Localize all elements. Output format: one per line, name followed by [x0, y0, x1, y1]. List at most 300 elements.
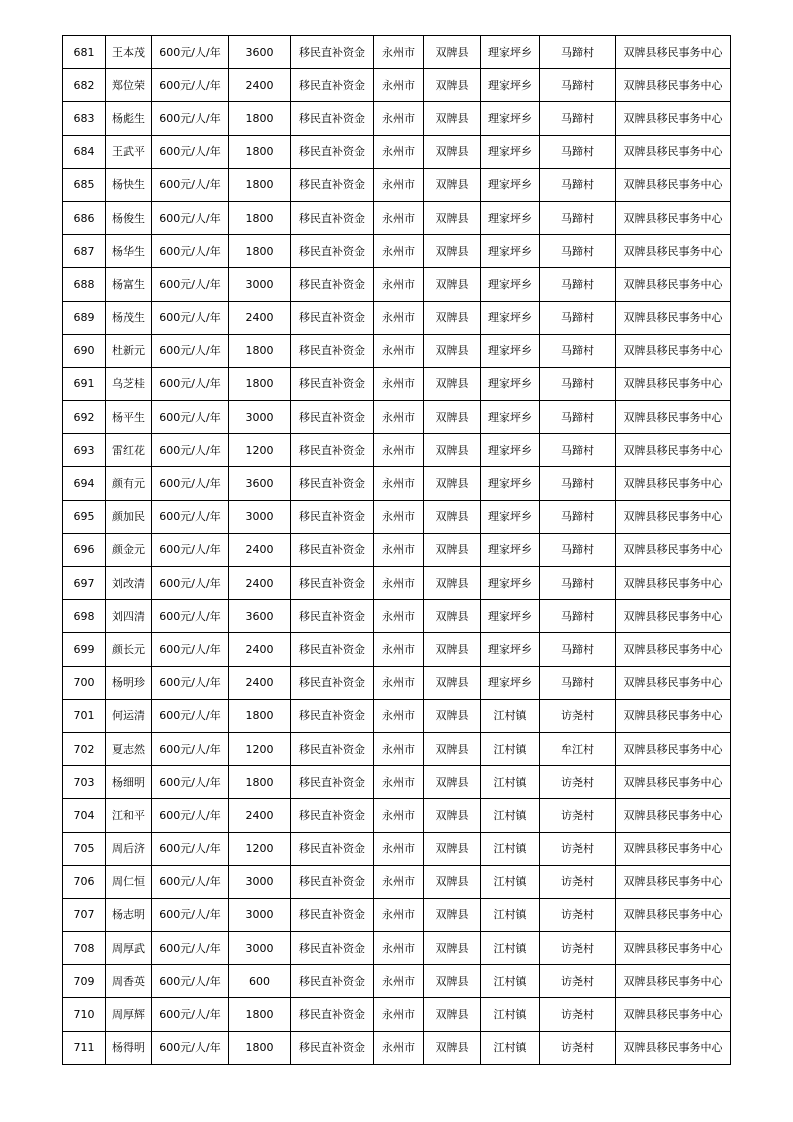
table-row [63, 201, 731, 234]
cell-township: 江村镇 [481, 1031, 540, 1064]
cell-managing-unit: 双牌县移民事务中心 [616, 533, 731, 566]
cell-amount: 2400 [229, 633, 291, 666]
cell-county: 双牌县 [424, 69, 481, 102]
cell-county: 双牌县 [424, 102, 481, 135]
cell-person-name: 杨得明 [106, 1031, 152, 1064]
cell-county: 双牌县 [424, 500, 481, 533]
table-row [63, 500, 731, 533]
cell-county: 双牌县 [424, 533, 481, 566]
cell-county: 双牌县 [424, 36, 481, 69]
table-row [63, 334, 731, 367]
cell-row-number: 693 [63, 434, 106, 467]
cell-amount: 1800 [229, 135, 291, 168]
cell-subsidy-standard: 600元/人/年 [152, 201, 229, 234]
table-row [63, 268, 731, 301]
cell-subsidy-standard: 600元/人/年 [152, 932, 229, 965]
cell-village: 马蹄村 [540, 367, 616, 400]
cell-managing-unit: 双牌县移民事务中心 [616, 699, 731, 732]
cell-subsidy-standard: 600元/人/年 [152, 699, 229, 732]
cell-amount: 1800 [229, 766, 291, 799]
table-row [63, 235, 731, 268]
cell-subsidy-standard: 600元/人/年 [152, 235, 229, 268]
cell-city: 永州市 [374, 666, 424, 699]
cell-subsidy-standard: 600元/人/年 [152, 666, 229, 699]
cell-managing-unit: 双牌县移民事务中心 [616, 201, 731, 234]
cell-row-number: 689 [63, 301, 106, 334]
cell-city: 永州市 [374, 699, 424, 732]
cell-township: 江村镇 [481, 766, 540, 799]
cell-amount: 2400 [229, 567, 291, 600]
cell-fund-type: 移民直补资金 [291, 69, 374, 102]
cell-amount: 3600 [229, 467, 291, 500]
cell-person-name: 杨富生 [106, 268, 152, 301]
cell-fund-type: 移民直补资金 [291, 567, 374, 600]
cell-fund-type: 移民直补资金 [291, 168, 374, 201]
cell-amount: 1800 [229, 168, 291, 201]
cell-row-number: 702 [63, 732, 106, 765]
table-row [63, 401, 731, 434]
table-row [63, 301, 731, 334]
cell-row-number: 707 [63, 898, 106, 931]
cell-county: 双牌县 [424, 235, 481, 268]
cell-city: 永州市 [374, 533, 424, 566]
cell-person-name: 郑位荣 [106, 69, 152, 102]
cell-subsidy-standard: 600元/人/年 [152, 799, 229, 832]
cell-fund-type: 移民直补资金 [291, 268, 374, 301]
cell-amount: 1800 [229, 367, 291, 400]
cell-row-number: 709 [63, 965, 106, 998]
cell-amount: 1800 [229, 699, 291, 732]
cell-row-number: 699 [63, 633, 106, 666]
cell-county: 双牌县 [424, 600, 481, 633]
table-body [63, 36, 731, 1065]
cell-township: 理家坪乡 [481, 135, 540, 168]
cell-subsidy-standard: 600元/人/年 [152, 832, 229, 865]
cell-county: 双牌县 [424, 168, 481, 201]
cell-township: 理家坪乡 [481, 666, 540, 699]
cell-village: 访尧村 [540, 932, 616, 965]
cell-township: 江村镇 [481, 932, 540, 965]
table-row [63, 766, 731, 799]
cell-city: 永州市 [374, 766, 424, 799]
cell-fund-type: 移民直补资金 [291, 932, 374, 965]
cell-fund-type: 移民直补资金 [291, 699, 374, 732]
cell-township: 理家坪乡 [481, 301, 540, 334]
cell-fund-type: 移民直补资金 [291, 600, 374, 633]
cell-subsidy-standard: 600元/人/年 [152, 334, 229, 367]
cell-township: 理家坪乡 [481, 533, 540, 566]
cell-person-name: 何运清 [106, 699, 152, 732]
cell-fund-type: 移民直补资金 [291, 235, 374, 268]
cell-person-name: 江和平 [106, 799, 152, 832]
cell-village: 访尧村 [540, 766, 616, 799]
cell-village: 马蹄村 [540, 168, 616, 201]
cell-person-name: 杨俊生 [106, 201, 152, 234]
cell-subsidy-standard: 600元/人/年 [152, 1031, 229, 1064]
cell-row-number: 710 [63, 998, 106, 1031]
cell-township: 理家坪乡 [481, 235, 540, 268]
cell-managing-unit: 双牌县移民事务中心 [616, 69, 731, 102]
cell-village: 访尧村 [540, 865, 616, 898]
table-row [63, 135, 731, 168]
cell-city: 永州市 [374, 732, 424, 765]
cell-person-name: 颜加民 [106, 500, 152, 533]
cell-township: 理家坪乡 [481, 201, 540, 234]
cell-person-name: 刘四清 [106, 600, 152, 633]
cell-subsidy-standard: 600元/人/年 [152, 301, 229, 334]
cell-row-number: 691 [63, 367, 106, 400]
cell-managing-unit: 双牌县移民事务中心 [616, 367, 731, 400]
cell-city: 永州市 [374, 832, 424, 865]
cell-person-name: 周仁恒 [106, 865, 152, 898]
cell-person-name: 杨明珍 [106, 666, 152, 699]
table-row [63, 666, 731, 699]
cell-amount: 2400 [229, 301, 291, 334]
cell-fund-type: 移民直补资金 [291, 898, 374, 931]
cell-subsidy-standard: 600元/人/年 [152, 533, 229, 566]
cell-subsidy-standard: 600元/人/年 [152, 500, 229, 533]
cell-fund-type: 移民直补资金 [291, 533, 374, 566]
cell-subsidy-standard: 600元/人/年 [152, 36, 229, 69]
cell-person-name: 杨茂生 [106, 301, 152, 334]
cell-county: 双牌县 [424, 467, 481, 500]
cell-managing-unit: 双牌县移民事务中心 [616, 898, 731, 931]
cell-city: 永州市 [374, 334, 424, 367]
cell-city: 永州市 [374, 401, 424, 434]
cell-amount: 2400 [229, 666, 291, 699]
cell-village: 马蹄村 [540, 102, 616, 135]
cell-row-number: 708 [63, 932, 106, 965]
cell-amount: 2400 [229, 533, 291, 566]
cell-village: 马蹄村 [540, 401, 616, 434]
cell-row-number: 701 [63, 699, 106, 732]
cell-person-name: 周厚武 [106, 932, 152, 965]
cell-row-number: 687 [63, 235, 106, 268]
cell-village: 马蹄村 [540, 434, 616, 467]
table-row [63, 434, 731, 467]
cell-county: 双牌县 [424, 201, 481, 234]
cell-township: 江村镇 [481, 998, 540, 1031]
cell-village: 访尧村 [540, 965, 616, 998]
cell-township: 江村镇 [481, 799, 540, 832]
cell-row-number: 705 [63, 832, 106, 865]
cell-county: 双牌县 [424, 367, 481, 400]
cell-person-name: 杨细明 [106, 766, 152, 799]
table-row [63, 699, 731, 732]
cell-subsidy-standard: 600元/人/年 [152, 865, 229, 898]
cell-subsidy-standard: 600元/人/年 [152, 898, 229, 931]
cell-village: 马蹄村 [540, 334, 616, 367]
cell-county: 双牌县 [424, 666, 481, 699]
table-row [63, 367, 731, 400]
cell-row-number: 711 [63, 1031, 106, 1064]
cell-village: 马蹄村 [540, 301, 616, 334]
cell-amount: 3000 [229, 401, 291, 434]
cell-township: 理家坪乡 [481, 401, 540, 434]
cell-township: 理家坪乡 [481, 633, 540, 666]
cell-person-name: 周厚辉 [106, 998, 152, 1031]
cell-amount: 2400 [229, 69, 291, 102]
cell-amount: 3600 [229, 600, 291, 633]
table-row [63, 600, 731, 633]
cell-fund-type: 移民直补资金 [291, 998, 374, 1031]
cell-city: 永州市 [374, 467, 424, 500]
cell-township: 理家坪乡 [481, 434, 540, 467]
cell-fund-type: 移民直补资金 [291, 102, 374, 135]
table-row [63, 1031, 731, 1064]
cell-county: 双牌县 [424, 832, 481, 865]
cell-county: 双牌县 [424, 334, 481, 367]
cell-city: 永州市 [374, 799, 424, 832]
table-row [63, 69, 731, 102]
cell-subsidy-standard: 600元/人/年 [152, 367, 229, 400]
table-row [63, 965, 731, 998]
cell-row-number: 692 [63, 401, 106, 434]
cell-subsidy-standard: 600元/人/年 [152, 401, 229, 434]
cell-fund-type: 移民直补资金 [291, 799, 374, 832]
cell-row-number: 685 [63, 168, 106, 201]
cell-county: 双牌县 [424, 898, 481, 931]
cell-fund-type: 移民直补资金 [291, 36, 374, 69]
cell-township: 江村镇 [481, 699, 540, 732]
cell-village: 马蹄村 [540, 201, 616, 234]
cell-county: 双牌县 [424, 998, 481, 1031]
cell-person-name: 颜金元 [106, 533, 152, 566]
cell-person-name: 王武平 [106, 135, 152, 168]
cell-village: 马蹄村 [540, 268, 616, 301]
cell-person-name: 颜长元 [106, 633, 152, 666]
cell-person-name: 夏志然 [106, 732, 152, 765]
cell-subsidy-standard: 600元/人/年 [152, 102, 229, 135]
cell-township: 理家坪乡 [481, 69, 540, 102]
cell-managing-unit: 双牌县移民事务中心 [616, 36, 731, 69]
cell-county: 双牌县 [424, 699, 481, 732]
cell-village: 马蹄村 [540, 69, 616, 102]
cell-person-name: 周香英 [106, 965, 152, 998]
cell-county: 双牌县 [424, 932, 481, 965]
cell-managing-unit: 双牌县移民事务中心 [616, 766, 731, 799]
cell-township: 理家坪乡 [481, 334, 540, 367]
cell-township: 理家坪乡 [481, 36, 540, 69]
cell-city: 永州市 [374, 235, 424, 268]
cell-village: 马蹄村 [540, 666, 616, 699]
cell-city: 永州市 [374, 102, 424, 135]
table-row [63, 567, 731, 600]
cell-amount: 1800 [229, 235, 291, 268]
cell-fund-type: 移民直补资金 [291, 1031, 374, 1064]
cell-managing-unit: 双牌县移民事务中心 [616, 633, 731, 666]
cell-amount: 1800 [229, 998, 291, 1031]
cell-township: 江村镇 [481, 965, 540, 998]
cell-city: 永州市 [374, 600, 424, 633]
table-row [63, 865, 731, 898]
cell-township: 理家坪乡 [481, 268, 540, 301]
cell-county: 双牌县 [424, 633, 481, 666]
table-row [63, 633, 731, 666]
cell-managing-unit: 双牌县移民事务中心 [616, 832, 731, 865]
cell-city: 永州市 [374, 268, 424, 301]
cell-village: 访尧村 [540, 898, 616, 931]
cell-row-number: 703 [63, 766, 106, 799]
cell-subsidy-standard: 600元/人/年 [152, 69, 229, 102]
cell-city: 永州市 [374, 36, 424, 69]
cell-subsidy-standard: 600元/人/年 [152, 732, 229, 765]
cell-managing-unit: 双牌县移民事务中心 [616, 401, 731, 434]
cell-amount: 1200 [229, 832, 291, 865]
cell-village: 马蹄村 [540, 467, 616, 500]
cell-city: 永州市 [374, 1031, 424, 1064]
cell-person-name: 刘改清 [106, 567, 152, 600]
cell-township: 理家坪乡 [481, 168, 540, 201]
cell-city: 永州市 [374, 998, 424, 1031]
cell-subsidy-standard: 600元/人/年 [152, 434, 229, 467]
cell-fund-type: 移民直补资金 [291, 633, 374, 666]
cell-fund-type: 移民直补资金 [291, 732, 374, 765]
cell-fund-type: 移民直补资金 [291, 135, 374, 168]
cell-subsidy-standard: 600元/人/年 [152, 766, 229, 799]
cell-city: 永州市 [374, 965, 424, 998]
cell-county: 双牌县 [424, 732, 481, 765]
cell-city: 永州市 [374, 201, 424, 234]
cell-managing-unit: 双牌县移民事务中心 [616, 500, 731, 533]
cell-township: 江村镇 [481, 865, 540, 898]
cell-managing-unit: 双牌县移民事务中心 [616, 301, 731, 334]
cell-fund-type: 移民直补资金 [291, 965, 374, 998]
cell-amount: 3000 [229, 865, 291, 898]
cell-managing-unit: 双牌县移民事务中心 [616, 268, 731, 301]
cell-row-number: 682 [63, 69, 106, 102]
subsidy-table [62, 35, 731, 1065]
table-row [63, 467, 731, 500]
table-row [63, 102, 731, 135]
cell-village: 访尧村 [540, 832, 616, 865]
cell-city: 永州市 [374, 301, 424, 334]
cell-person-name: 杨平生 [106, 401, 152, 434]
cell-person-name: 雷红花 [106, 434, 152, 467]
cell-city: 永州市 [374, 434, 424, 467]
cell-subsidy-standard: 600元/人/年 [152, 600, 229, 633]
table-row [63, 732, 731, 765]
cell-row-number: 695 [63, 500, 106, 533]
cell-county: 双牌县 [424, 301, 481, 334]
cell-amount: 3600 [229, 36, 291, 69]
cell-village: 马蹄村 [540, 135, 616, 168]
cell-village: 马蹄村 [540, 533, 616, 566]
cell-county: 双牌县 [424, 965, 481, 998]
table-row [63, 998, 731, 1031]
cell-row-number: 688 [63, 268, 106, 301]
cell-subsidy-standard: 600元/人/年 [152, 168, 229, 201]
cell-amount: 600 [229, 965, 291, 998]
cell-subsidy-standard: 600元/人/年 [152, 467, 229, 500]
cell-township: 理家坪乡 [481, 102, 540, 135]
cell-person-name: 杨志明 [106, 898, 152, 931]
cell-county: 双牌县 [424, 268, 481, 301]
cell-managing-unit: 双牌县移民事务中心 [616, 235, 731, 268]
cell-city: 永州市 [374, 633, 424, 666]
cell-row-number: 690 [63, 334, 106, 367]
cell-person-name: 周后济 [106, 832, 152, 865]
cell-managing-unit: 双牌县移民事务中心 [616, 799, 731, 832]
cell-village: 牟江村 [540, 732, 616, 765]
table-row [63, 832, 731, 865]
cell-village: 马蹄村 [540, 567, 616, 600]
cell-managing-unit: 双牌县移民事务中心 [616, 334, 731, 367]
cell-fund-type: 移民直补资金 [291, 832, 374, 865]
table-row [63, 36, 731, 69]
cell-amount: 3000 [229, 268, 291, 301]
cell-managing-unit: 双牌县移民事务中心 [616, 932, 731, 965]
cell-city: 永州市 [374, 69, 424, 102]
cell-subsidy-standard: 600元/人/年 [152, 268, 229, 301]
cell-subsidy-standard: 600元/人/年 [152, 633, 229, 666]
cell-amount: 1800 [229, 201, 291, 234]
cell-amount: 3000 [229, 932, 291, 965]
cell-row-number: 681 [63, 36, 106, 69]
table-row [63, 898, 731, 931]
cell-city: 永州市 [374, 500, 424, 533]
cell-village: 马蹄村 [540, 633, 616, 666]
cell-county: 双牌县 [424, 434, 481, 467]
cell-person-name: 颜有元 [106, 467, 152, 500]
cell-managing-unit: 双牌县移民事务中心 [616, 135, 731, 168]
table-row [63, 533, 731, 566]
cell-row-number: 686 [63, 201, 106, 234]
cell-city: 永州市 [374, 865, 424, 898]
cell-fund-type: 移民直补资金 [291, 865, 374, 898]
cell-amount: 2400 [229, 799, 291, 832]
cell-managing-unit: 双牌县移民事务中心 [616, 168, 731, 201]
cell-managing-unit: 双牌县移民事务中心 [616, 600, 731, 633]
cell-county: 双牌县 [424, 567, 481, 600]
table-row [63, 799, 731, 832]
cell-fund-type: 移民直补资金 [291, 367, 374, 400]
cell-fund-type: 移民直补资金 [291, 301, 374, 334]
cell-county: 双牌县 [424, 1031, 481, 1064]
cell-managing-unit: 双牌县移民事务中心 [616, 666, 731, 699]
cell-managing-unit: 双牌县移民事务中心 [616, 434, 731, 467]
cell-managing-unit: 双牌县移民事务中心 [616, 567, 731, 600]
cell-amount: 1200 [229, 732, 291, 765]
cell-amount: 3000 [229, 500, 291, 533]
cell-city: 永州市 [374, 367, 424, 400]
cell-city: 永州市 [374, 168, 424, 201]
cell-township: 理家坪乡 [481, 500, 540, 533]
cell-row-number: 683 [63, 102, 106, 135]
cell-fund-type: 移民直补资金 [291, 500, 374, 533]
table-row [63, 932, 731, 965]
cell-subsidy-standard: 600元/人/年 [152, 998, 229, 1031]
cell-fund-type: 移民直补资金 [291, 401, 374, 434]
cell-fund-type: 移民直补资金 [291, 666, 374, 699]
cell-fund-type: 移民直补资金 [291, 467, 374, 500]
cell-managing-unit: 双牌县移民事务中心 [616, 1031, 731, 1064]
cell-row-number: 684 [63, 135, 106, 168]
cell-managing-unit: 双牌县移民事务中心 [616, 732, 731, 765]
cell-amount: 1800 [229, 334, 291, 367]
cell-fund-type: 移民直补资金 [291, 334, 374, 367]
cell-city: 永州市 [374, 567, 424, 600]
cell-village: 访尧村 [540, 699, 616, 732]
cell-city: 永州市 [374, 135, 424, 168]
table-row [63, 168, 731, 201]
cell-village: 访尧村 [540, 799, 616, 832]
cell-row-number: 698 [63, 600, 106, 633]
cell-county: 双牌县 [424, 766, 481, 799]
cell-person-name: 杜新元 [106, 334, 152, 367]
cell-subsidy-standard: 600元/人/年 [152, 965, 229, 998]
cell-county: 双牌县 [424, 135, 481, 168]
